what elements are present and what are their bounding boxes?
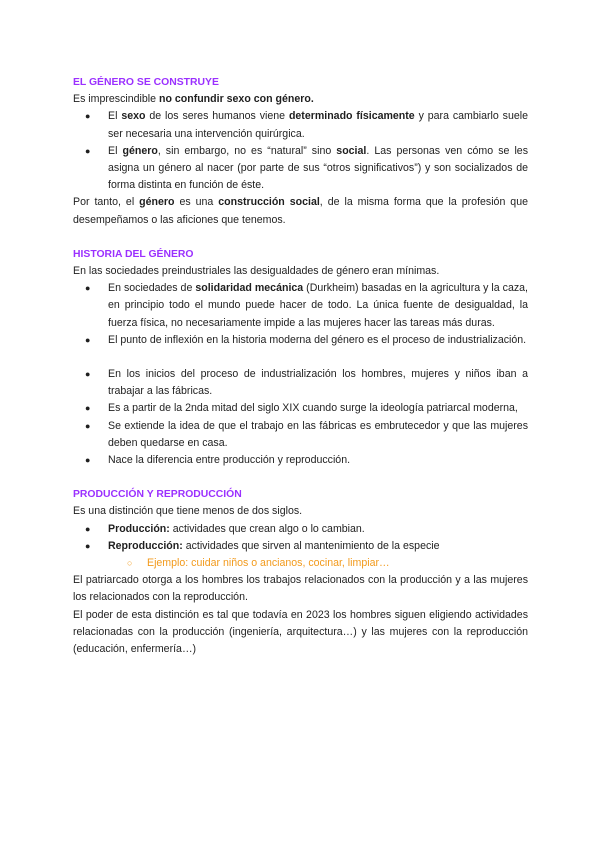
bold-text: género — [139, 196, 175, 209]
section-historia-del-genero — [73, 246, 528, 469]
text: actividades que crean algo o lo cambian. — [169, 522, 365, 535]
list-item — [73, 108, 528, 142]
list-item — [73, 280, 528, 332]
bold-text: social — [336, 144, 367, 157]
text: Por tanto, el — [73, 196, 140, 209]
paragraph — [73, 91, 528, 108]
bullet-list — [73, 521, 528, 573]
text: actividades que sirven al mantenimiento de la especie — [182, 539, 440, 552]
text: El — [108, 110, 122, 123]
bullet-list — [73, 366, 528, 469]
text: Es imprescindible — [73, 93, 159, 106]
text: es una — [174, 196, 219, 209]
bullet-list — [73, 108, 528, 194]
text: El — [108, 144, 123, 157]
list-item — [73, 143, 528, 195]
list-item: ● Nace la diferencia entre producción y reproducción. — [73, 452, 528, 469]
section-heading: HISTORIA DEL GÉNERO — [73, 248, 194, 260]
bold-text: determinado físicamente — [288, 110, 415, 123]
bold-text: Reproducción: — [108, 539, 183, 552]
text: (Durkheim) basadas en la agricultura y la caza, en principio todo el mundo puede hacer de todo. La única fuente de desigualdad, la fuerza física, no necesariamente impide a las mujeres hacer las tareas más duras. — [108, 282, 528, 329]
bold-text: no confundir sexo con género. — [158, 93, 314, 106]
paragraph — [73, 194, 528, 228]
bold-text: Producción: — [108, 522, 170, 535]
section-heading: PRODUCCIÓN Y REPRODUCCIÓN — [73, 489, 242, 501]
paragraph: El patriarcado otorga a los hombres los trabajos relacionados con la producción y a las mujeres los relacionados con la reproducción. — [73, 574, 528, 604]
text: En sociedades de — [108, 282, 196, 295]
list-item — [73, 538, 528, 555]
bullet-list — [73, 280, 528, 349]
paragraph: En las sociedades preindustriales las desigualdades de género eran mínimas. — [73, 265, 440, 278]
list-item: ● El punto de inflexión en la historia moderna del género es el proceso de industrialización. — [73, 332, 528, 349]
list-item: ● Se extiende la idea de que el trabajo en las fábricas es embrutecedor y que las mujeres deben quedarse en casa. — [73, 418, 528, 452]
sub-list-item: ○ Ejemplo: cuidar niños o ancianos, cocinar, limpiar… — [73, 555, 528, 572]
text: y para cambiarlo suele ser necesaria una intervención quirúrgica. — [108, 110, 529, 140]
bold-text: género — [122, 144, 158, 157]
text: , sin embargo, no es “natural” sino — [157, 144, 337, 157]
section-genero-se-construye — [73, 74, 528, 229]
spacer — [73, 349, 528, 366]
bold-text: construcción social — [218, 196, 320, 209]
paragraph: Es una distinción que tiene menos de dos siglos. — [73, 505, 303, 518]
text: , de la misma forma que la profesión que desempeñamos o las aficiones que tenemos. — [73, 196, 528, 226]
text: . Las personas ven cómo se les asigna un género al nacer (por parte de sus “otros significativos”) y son socializados de forma distinta en función de éste. — [108, 144, 528, 192]
paragraph: El poder de esta distinción es tal que todavía en 2023 los hombres siguen eligiendo actividades relacionadas con la producción (ingeniería, arquitectura…) y las mujeres con la reproducción (educación, enfermería…) — [73, 608, 528, 656]
section-heading: EL GÉNERO SE CONSTRUYE — [73, 77, 219, 88]
bold-text: solidaridad mecánica — [195, 282, 304, 295]
list-item — [73, 521, 528, 538]
text: de los seres humanos viene — [145, 110, 289, 123]
list-item: ● En los inicios del proceso de industrialización los hombres, mujeres y niños iban a trabajar a las fábricas. — [73, 366, 528, 400]
list-item: ● Es a partir de la 2nda mitad del siglo XIX cuando surge la ideología patriarcal moderna, — [73, 400, 528, 417]
bold-text: sexo — [121, 110, 146, 123]
section-produccion-reproduccion — [73, 486, 528, 658]
